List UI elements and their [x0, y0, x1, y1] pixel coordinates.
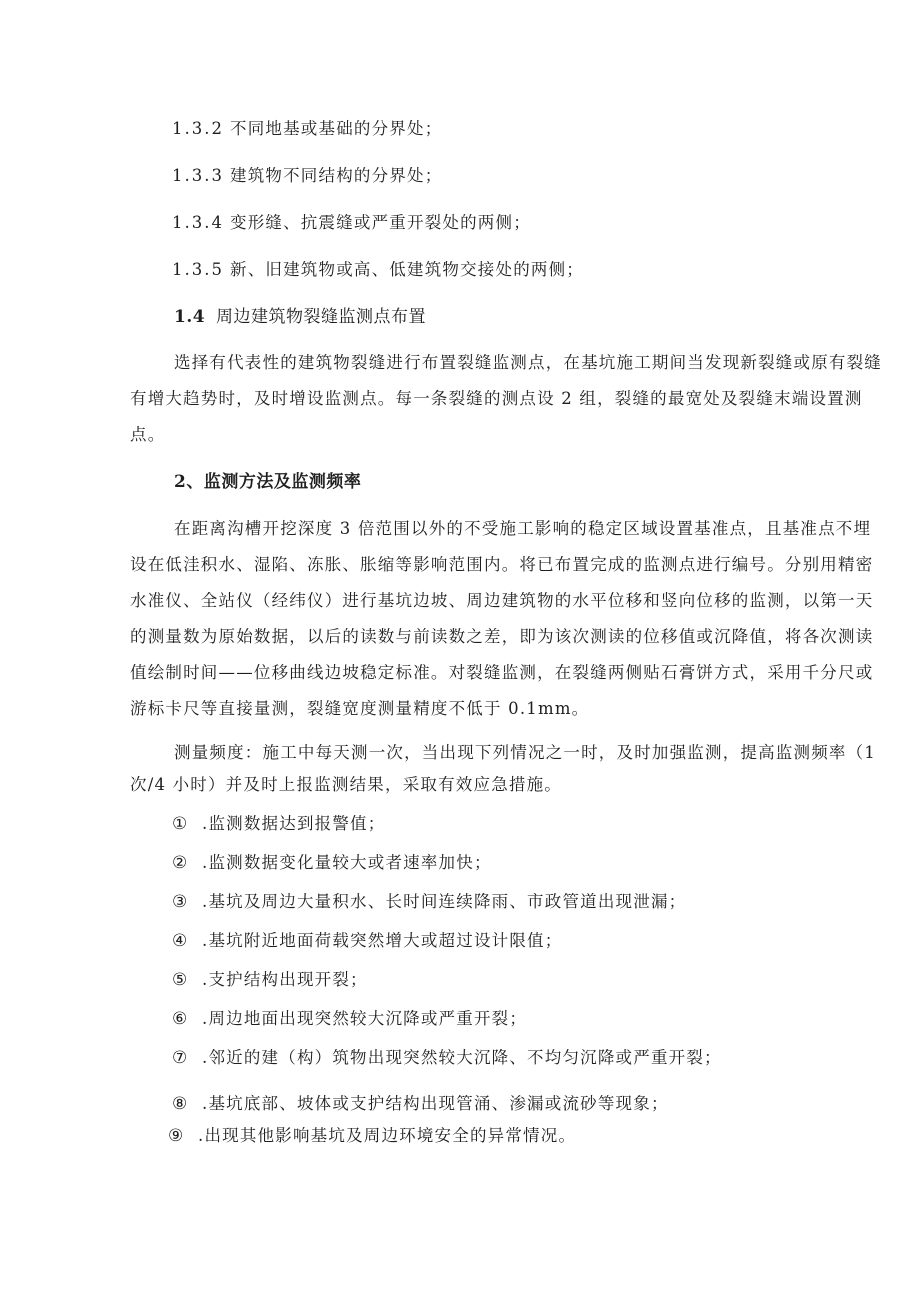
- condition-marker: ⑨: [168, 1126, 185, 1146]
- sub-item-text: 不同地基或基础的分界处；: [230, 119, 443, 138]
- sub-item-1-3-2: [172, 119, 442, 139]
- paragraph-line: 有增大趋势时，及时增设监测点。每一条裂缝的测点设 2 组，裂缝的最宽处及裂缝末端设置测: [130, 389, 863, 408]
- condition-text: .支护结构出现开裂；: [202, 970, 368, 989]
- condition-marker: ⑦: [172, 1048, 189, 1068]
- condition-item: [172, 1009, 527, 1029]
- section-heading-1-4: [174, 307, 426, 327]
- sub-item-number: 1.3.5: [172, 260, 224, 279]
- condition-text: .基坑附近地面荷载突然增大或超过设计限值；: [202, 931, 563, 950]
- condition-text: .监测数据变化量较大或者速率加快；: [202, 853, 492, 872]
- condition-text: .邻近的建（构）筑物出现突然较大沉降、不均匀沉降或严重开裂；: [202, 1048, 722, 1067]
- condition-text: .出现其他影响基坑及周边环境安全的异常情况。: [198, 1126, 577, 1145]
- paragraph-line: 测量频度：施工中每天测一次，当出现下列情况之一时，及时加强监测，提高监测频率（1: [174, 743, 876, 762]
- paragraph-line: 在距离沟槽开挖深度 3 倍范围以外的不受施工影响的稳定区域设置基准点，且基准点不埋: [174, 519, 872, 538]
- sub-item-text: 新、旧建筑物或高、低建筑物交接处的两侧；: [230, 260, 584, 279]
- condition-text: .周边地面出现突然较大沉降或严重开裂；: [202, 1009, 528, 1028]
- sub-item-1-3-3: [172, 166, 442, 186]
- condition-text: .基坑底部、坡体或支护结构出现管涌、渗漏或流砂等现象；: [202, 1094, 669, 1113]
- paragraph-line: 的测量数为原始数据，以后的读数与前读数之差，即为该次测读的位移值或沉降值，将各次测读: [130, 627, 874, 646]
- sub-item-text: 变形缝、抗震缝或严重开裂处的两侧；: [230, 213, 531, 232]
- condition-item: [172, 1048, 722, 1068]
- condition-text: .基坑及周边大量积水、长时间连续降雨、市政管道出现泄漏；: [202, 892, 687, 911]
- paragraph-line: 值绘制时间——位移曲线边坡稳定标准。对裂缝监测，在裂缝两侧贴石膏饼方式，采用千分尺或: [130, 663, 874, 682]
- condition-marker: ②: [172, 853, 189, 873]
- paragraph-line: 游标卡尺等直接量测，裂缝宽度测量精度不低于 0.1mm。: [130, 699, 590, 718]
- condition-marker: ④: [172, 931, 189, 951]
- sub-item-number: 1.3.4: [172, 213, 224, 232]
- paragraph-line: 水准仪、全站仪（经纬仪）进行基坑边坡、周边建筑物的水平位移和竖向位移的监测，以第一天: [130, 591, 874, 610]
- condition-marker: ③: [172, 892, 189, 912]
- condition-item: [172, 814, 385, 834]
- paragraph-line: 设在低洼积水、湿陷、冻胀、胀缩等影响范围内。将已布置完成的监测点进行编号。分别用精密: [130, 555, 874, 574]
- section-heading-2: 2、监测方法及监测频率: [174, 472, 362, 492]
- condition-marker: ⑧: [172, 1094, 189, 1114]
- sub-item-number: 1.3.3: [172, 166, 224, 185]
- paragraph-line: 选择有代表性的建筑物裂缝进行布置裂缝监测点，在基坑施工期间当发现新裂缝或原有裂缝: [174, 353, 882, 372]
- condition-item: [172, 970, 368, 990]
- sub-item-1-3-4: [172, 213, 531, 233]
- condition-item: [172, 931, 562, 951]
- sub-item-text: 建筑物不同结构的分界处；: [230, 166, 443, 185]
- condition-item: [168, 1126, 576, 1146]
- condition-item: [172, 1094, 669, 1114]
- condition-marker: ⑤: [172, 970, 189, 990]
- paragraph-line: 点。: [130, 425, 166, 444]
- section-title: 周边建筑物裂缝监测点布置: [216, 307, 426, 327]
- paragraph-line: 次/4 小时）并及时上报监测结果，采取有效应急措施。: [130, 775, 563, 794]
- condition-item: [172, 892, 686, 912]
- condition-item: [172, 853, 492, 873]
- sub-item-1-3-5: [172, 260, 584, 280]
- sub-item-number: 1.3.2: [172, 119, 224, 138]
- section-number: 1.4: [174, 307, 206, 327]
- condition-text: .监测数据达到报警值；: [202, 814, 386, 833]
- condition-marker: ⑥: [172, 1009, 189, 1029]
- condition-marker: ①: [172, 814, 189, 834]
